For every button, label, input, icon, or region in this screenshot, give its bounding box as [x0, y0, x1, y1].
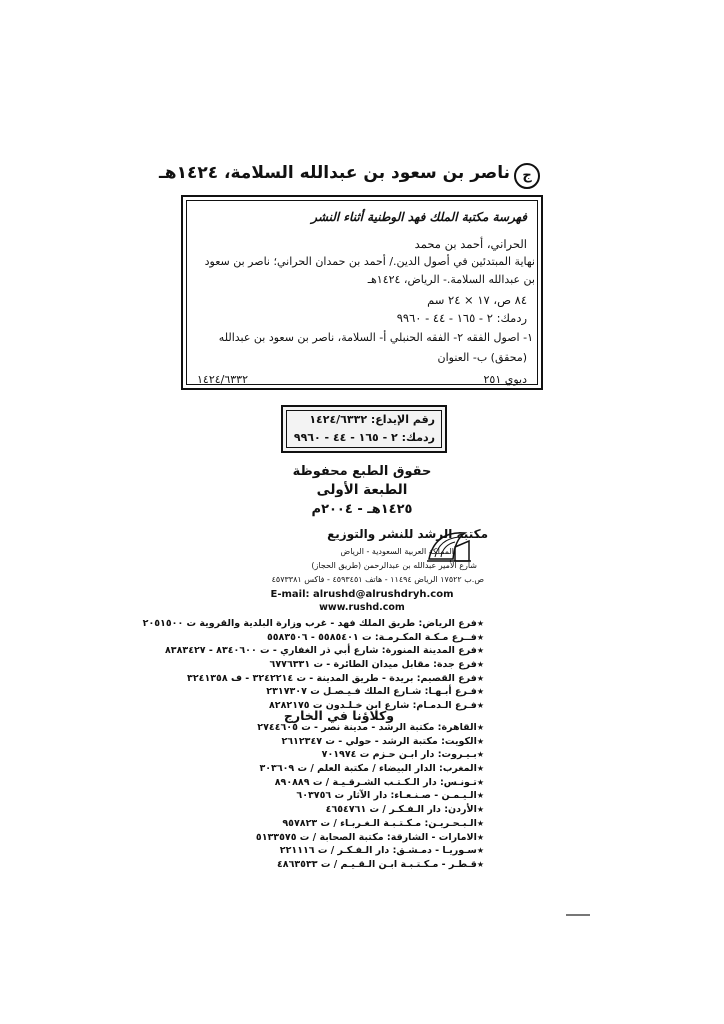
rights-reserved: حقوق الطبع محفوظة	[292, 464, 432, 479]
agents-title: وكلاؤنا في الخارج	[283, 708, 394, 723]
branch-item: ★ فرع المدينة المنورة: شارع أبي ذر الغفاري - ت ٨٣٤٠٦٠٠ - ٨٣٨٣٤٢٧	[224, 645, 484, 659]
agent-item: ★ قـطـر - مـكـتـبـة ابـن الـقـيـم / ت ٤٨٦٣٥٣٣	[224, 859, 484, 873]
catalog-title-line: نهاية المبتدئين في أصول الدين./ أحمد بن حمدان الحراني؛ ناصر بن سعود	[204, 255, 535, 268]
agent-item: ★ الأردن: دار الـفـكـر / ت ٤٦٥٤٧٦١	[224, 804, 484, 818]
agent-item: ★ سـوريـا - دمـشـق: دار الـفـكـر / ت ٢٢١١١٦	[224, 845, 484, 859]
agent-item: ★ القاهرة: مكتبة الرشد - مدينة نصر - ت ٢٧٤٤٦٠٥	[224, 722, 484, 736]
edition-year: ١٤٢٥هـ - ٢٠٠٤م	[311, 502, 413, 517]
branch-item: ★ فرع الرياض: طريق الملك فهد - غرب وزارة البلدية والقروية ت ٢٠٥١٥٠٠	[224, 618, 484, 632]
agent-item: ★ بـيـروت: دار ابـن حـزم ت ٧٠١٩٧٤	[224, 749, 484, 763]
branches-list	[142, 618, 484, 714]
catalog-subjects-2: (محقق) ب- العنوان	[437, 351, 527, 364]
catalog-author: الحراني، أحمد بن محمد	[414, 237, 527, 251]
branch-item: ★ فـرع أبـهـا: شـارع الملك فـيـصـل ت ٢٣١٧٣٠٧	[224, 686, 484, 700]
agent-item: ★ الكويت: مكتبة الرشد - حولي - ت ٢٦١٢٣٤٧	[224, 736, 484, 750]
branch-item: ★ فـرع الـدمـام: شارع ابن خـلـدون ت ٨٢٨٢١٧٥	[224, 700, 484, 714]
branch-item: ★ فــرع مـكـة المكـرمـة: ت ٥٥٨٥٤٠١ - ٥٥٨٣٥٠٦	[224, 632, 484, 646]
publisher-pobox: ص.ب ١٧٥٢٢ الرياض ١١٤٩٤ - هاتف ٤٥٩٣٤٥١ - فاكس ٤٥٧٣٣٨١	[271, 575, 484, 584]
edition-label: الطبعة الأولى	[316, 482, 408, 498]
deposit-isbn: ردمك: ٢ - ١٦٥ - ٤٤ - ٩٩٦٠	[293, 431, 435, 444]
agent-item: ★ الـبـحـريـن: مـكـتـبـة الـغـربـاء / ت ٩٥٧٨٢٣	[224, 818, 484, 832]
publisher-country: المملكة العربية السعودية - الرياض	[340, 547, 454, 556]
agent-item: ★ الـيـمـن - صـنـعـاء: دار الآثار ت ٦٠٣٧٥٦	[224, 790, 484, 804]
deposit-box	[281, 405, 447, 453]
deposit-number: رقم الإيداع: ١٤٢٤/٦٣٣٢	[309, 413, 435, 426]
publisher-street: شارع الأمير عبدالله بن عبدالرحمن (طريق الحجاز)	[311, 561, 477, 570]
catalog-pages: ٨٤ ص، ١٧ × ٢٤ سم	[427, 293, 527, 307]
branch-item: ★ فرع جدة: مقابل ميدان الطائرة - ت ٦٧٧٦٣٣١	[224, 659, 484, 673]
copyright-owner: ناصر بن سعود بن عبدالله السلامة، ١٤٢٤هـ	[158, 163, 510, 183]
catalog-record: ١٤٢٤/٦٣٣٢	[197, 373, 248, 386]
catalog-title: فهرسة مكتبة الملك فهد الوطنية أثناء النشر	[311, 210, 527, 224]
cataloging-box	[181, 195, 543, 390]
catalog-dewey: ديوي ٢٥١	[483, 373, 527, 386]
agent-item: ★ الامارات - الشارقة: مكتبة الصحابة / ت ٥١٣٣٥٧٥	[224, 832, 484, 846]
copyright-line	[158, 163, 540, 189]
catalog-editor-line: بن عبدالله السلامة.- الرياض، ١٤٢٤هـ	[367, 273, 535, 286]
agent-item: ★ المغرب: الدار البيضاء / مكتبة العلم / ت ٣٠٣٦٠٩	[224, 763, 484, 777]
agent-item: ★ تـونـس: دار الـكـتـب الشـرقـيـة / ت ٨٩٠٨٨٩	[224, 777, 484, 791]
publisher-website: www.rushd.com	[319, 602, 405, 613]
agents-list	[224, 722, 484, 873]
publisher-email: E-mail: alrushd@alrushdryh.com	[270, 589, 454, 600]
catalog-isbn: ردمك: ٢ - ١٦٥ - ٤٤ - ٩٩٦٠	[396, 311, 527, 325]
page-mark	[566, 914, 590, 916]
catalog-subjects: ١- اصول الفقه ٢- الفقه الحنبلي أ- السلامة، ناصر بن سعود بن عبدالله	[218, 331, 533, 344]
publisher-name: مكتبة الرشد للنشر والتوزيع	[327, 527, 488, 541]
copyright-symbol: ج	[514, 163, 540, 189]
branch-item: ★ فرع القصيم: بريدة - طريق المدينة - ت ٣٢٤٢٢١٤ - ف ٣٢٤١٣٥٨	[224, 673, 484, 687]
